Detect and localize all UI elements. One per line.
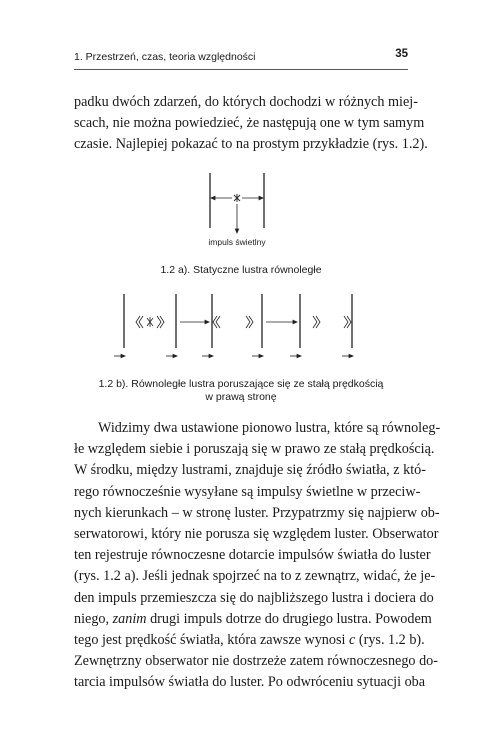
text-line: scach, nie można powiedzieć, że następują one w tym samym bbox=[74, 115, 425, 132]
light-source-icon bbox=[234, 194, 240, 202]
text-line: ten rejestruje równoczesne dotarcie impulsów światła do luster bbox=[74, 547, 431, 564]
text-line: padku dwóch zdarzeń, do których dochodzi w różnych miej- bbox=[74, 94, 418, 110]
text-line: Widzimy dwa ustawione pionowo lustra, które są równoleg- bbox=[98, 420, 441, 436]
paragraph-intro bbox=[74, 92, 428, 156]
motion-arrows bbox=[114, 354, 353, 357]
text-line: nych kierunkach – w stronę luster. Przypatrzmy się najpierw ob- bbox=[74, 504, 440, 521]
pulse-arrow-right bbox=[242, 196, 263, 200]
text-line: rego równocześnie wysyłane są impulsy świetlne w przeciw- bbox=[74, 483, 421, 500]
figure-b-caption bbox=[74, 378, 408, 404]
page-number: 35 bbox=[395, 48, 408, 60]
text-line: W środku, między lustrami, znajduje się źródło światła, z któ- bbox=[74, 462, 426, 479]
pulse-marks-frame-3 bbox=[313, 316, 351, 328]
text-line: den impuls przemieszcza się do najbliższego lustra i dociera do bbox=[74, 589, 434, 606]
text-line: tarcia impulsów światła do luster. Po odwróceniu sytuacji oba bbox=[74, 674, 426, 691]
running-header bbox=[74, 48, 408, 68]
text-line: serwatorowi, który nie porusza się względem luster. Obserwator bbox=[74, 526, 439, 543]
figure-static-mirrors bbox=[190, 168, 290, 256]
label-arrow bbox=[235, 204, 238, 233]
chapter-title: 1. Przestrzeń, czas, teoria względności bbox=[74, 51, 256, 63]
text-line: (rys. 1.2 a). Jeśli jednak spojrzeć na to z zewnątrz, widać, że je- bbox=[74, 568, 436, 585]
pulse-marks-frame-1 bbox=[136, 316, 164, 328]
text-line: tego jest prędkość światła, która zawsze wynosi c (rys. 1.2 b). bbox=[74, 632, 425, 649]
text-line: czasie. Najlepiej pokazać to na prostym przykładzie (rys. 1.2). bbox=[74, 136, 428, 153]
text-line: Zewnętrzny obserwator nie dostrzeże zatem równoczesnego do- bbox=[74, 653, 438, 670]
text-line: niego, zanim drugi impuls dotrze do drugiego lustra. Powodem bbox=[74, 610, 432, 627]
header-rule bbox=[74, 69, 408, 70]
pulse-marks-frame-2 bbox=[213, 316, 253, 328]
paragraph-main bbox=[74, 418, 441, 694]
caption-line: w prawą stronę bbox=[205, 391, 277, 403]
text-line: łe względem siebie i poruszają się w prawo ze stałą prędkością. bbox=[74, 441, 435, 458]
figure-label-impulse: impuls świetlny bbox=[208, 237, 266, 247]
pulse-arrow-left bbox=[211, 196, 232, 200]
caption-line: 1.2 b). Równoległe lustra poruszające się ze stałą prędkością bbox=[98, 378, 384, 390]
transition-arrow bbox=[180, 320, 297, 324]
figure-moving-mirrors bbox=[110, 292, 372, 366]
figure-a-caption: 1.2 a). Statyczne lustra równoległe bbox=[160, 264, 322, 276]
